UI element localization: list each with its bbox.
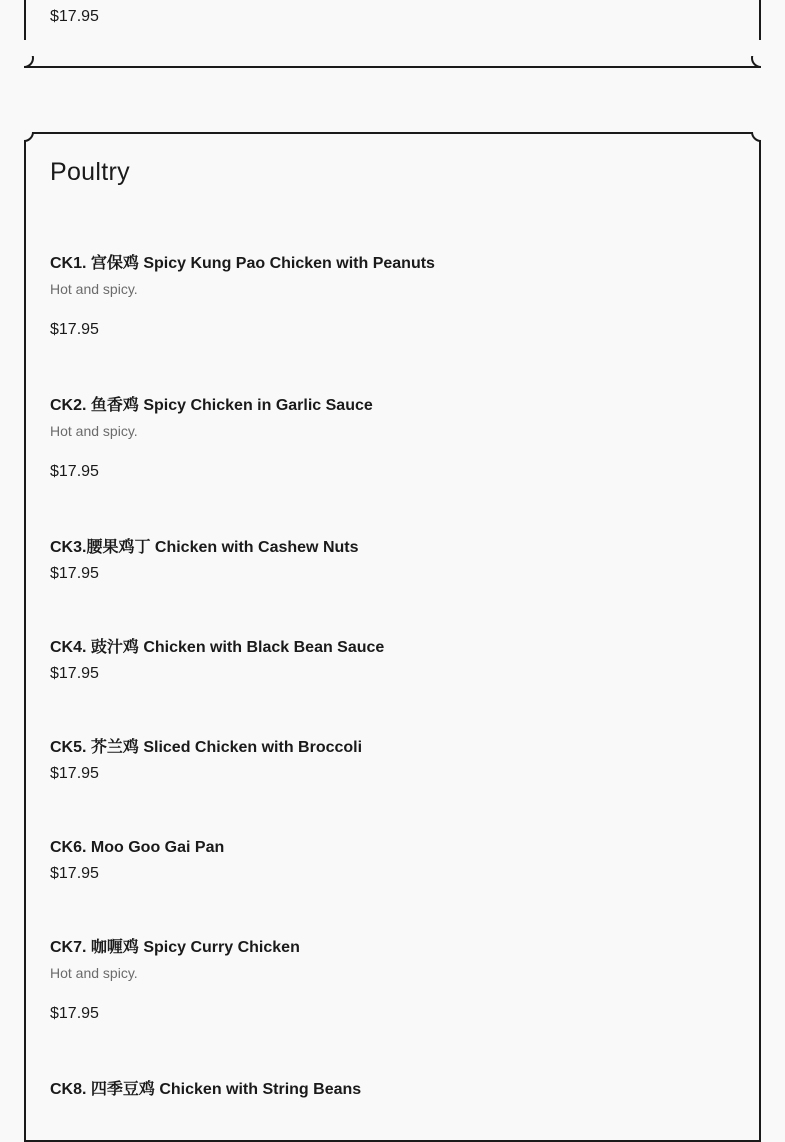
- menu-item[interactable]: [50, 638, 385, 684]
- item-name: CK2. 鱼香鸡 Spicy Chicken in Garlic Sauce: [50, 397, 373, 414]
- item-name: CK5. 芥兰鸡 Sliced Chicken with Broccoli: [50, 739, 363, 756]
- menu-item[interactable]: [50, 254, 435, 340]
- item-description: Hot and spicy.: [50, 423, 138, 439]
- previous-section-card: [24, 0, 761, 68]
- item-price: $17.95: [50, 463, 99, 480]
- item-name: CK1. 宫保鸡 Spicy Kung Pao Chicken with Peanuts: [50, 255, 435, 272]
- item-price: $17.95: [50, 765, 99, 782]
- card-frame: [24, 0, 761, 68]
- menu-item[interactable]: [50, 938, 350, 1024]
- item-description: Hot and spicy.: [50, 965, 138, 981]
- menu-item[interactable]: [50, 738, 363, 784]
- item-price: $17.95: [50, 1005, 99, 1022]
- item-price: $17.95: [50, 8, 99, 25]
- item-price: $17.95: [50, 321, 99, 338]
- item-name: CK4. 豉汁鸡 Chicken with Black Bean Sauce: [50, 639, 385, 656]
- menu-item[interactable]: [50, 396, 373, 482]
- poultry-section-card: [24, 132, 761, 1142]
- item-name: CK6. Moo Goo Gai Pan: [50, 839, 225, 856]
- item-price: $17.95: [50, 865, 99, 882]
- item-price: $17.95: [50, 565, 99, 582]
- menu-item[interactable]: [50, 838, 350, 884]
- menu-item[interactable]: [50, 538, 359, 584]
- section-title: Poultry: [50, 158, 130, 186]
- item-name: CK7. 咖喱鸡 Spicy Curry Chicken: [50, 939, 300, 956]
- item-description: Hot and spicy.: [50, 281, 138, 297]
- item-name: CK8. 四季豆鸡 Chicken with String Beans: [50, 1081, 362, 1098]
- item-price: $17.95: [50, 665, 99, 682]
- item-name: CK3.腰果鸡丁 Chicken with Cashew Nuts: [50, 539, 359, 556]
- menu-item[interactable]: [50, 1080, 362, 1100]
